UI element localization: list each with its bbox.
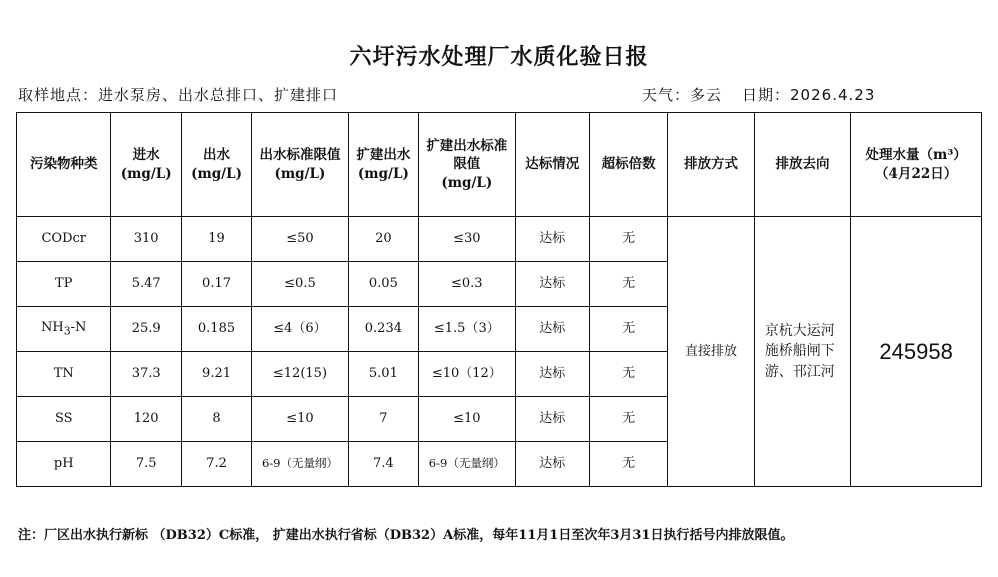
header-effluent-limit: 出水标准限值(mg/L) (252, 113, 349, 217)
header-treated-volume-label: 处理水量（m³） (865, 147, 967, 164)
ext-limit: ≤10 (419, 397, 516, 442)
header-ext-effluent (348, 113, 418, 217)
ext-limit: ≤1.5（3） (419, 307, 516, 352)
effluent-limit: ≤10 (252, 397, 349, 442)
header-effluent-unit: (mg/L) (191, 165, 242, 182)
influent-value: 5.47 (111, 262, 181, 307)
effluent-limit: ≤50 (252, 217, 349, 262)
effluent-limit: 6-9（无量纲） (252, 442, 349, 487)
effluent-value: 0.185 (181, 307, 251, 352)
footnote: 注：厂区出水执行新标 （DB32）C标准， 扩建出水执行省标（DB32）A标准，每年11月1日至次年3月31日执行括号内排放限值。 (18, 528, 794, 543)
header-ext-limit-label: 扩建出水标准限值 (426, 138, 508, 173)
compliance-status: 达标 (515, 262, 589, 307)
weather-date-line (642, 84, 875, 105)
pollutant-name: TN (17, 352, 111, 397)
effluent-value: 7.2 (181, 442, 251, 487)
effluent-value: 19 (181, 217, 251, 262)
influent-value: 310 (111, 217, 181, 262)
header-ext-limit (419, 113, 516, 217)
header-effluent (181, 113, 251, 217)
effluent-value: 0.17 (181, 262, 251, 307)
pollutant-name: SS (17, 397, 111, 442)
effluent-limit: ≤4（6） (252, 307, 349, 352)
influent-value: 37.3 (111, 352, 181, 397)
ext-effluent-value: 5.01 (348, 352, 418, 397)
effluent-value: 8 (181, 397, 251, 442)
pollutant-main: NH (41, 319, 64, 335)
table-row (17, 217, 982, 262)
influent-value: 25.9 (111, 307, 181, 352)
exceed-multiple: 无 (589, 217, 667, 262)
header-ext-effluent-unit: (mg/L) (357, 165, 409, 182)
report-date: 日期：2026.4.23 (742, 86, 876, 104)
effluent-limit: ≤12(15) (252, 352, 349, 397)
header-pollutant: 污染物种类 (17, 113, 111, 217)
effluent-limit: ≤0.5 (252, 262, 349, 307)
ext-effluent-value: 0.05 (348, 262, 418, 307)
pollutant-name (17, 307, 111, 352)
ext-effluent-value: 7.4 (348, 442, 418, 487)
ext-limit: ≤10（12） (419, 352, 516, 397)
header-ext-limit-unit: (mg/L) (441, 174, 493, 191)
header-ext-effluent-label: 扩建出水 (356, 147, 411, 164)
treated-volume: 245958 (851, 217, 982, 487)
exceed-multiple: 无 (589, 262, 667, 307)
pollutant-tail: -N (70, 319, 87, 335)
report-title: 六圩污水处理厂水质化验日报 (349, 44, 649, 70)
header-treated-volume-date: （4月22日） (875, 165, 958, 182)
ext-effluent-value: 20 (348, 217, 418, 262)
exceed-multiple: 无 (589, 352, 667, 397)
ext-effluent-value: 0.234 (348, 307, 418, 352)
header-influent-label: 进水 (132, 147, 160, 164)
header-row (17, 113, 982, 217)
compliance-status: 达标 (515, 442, 589, 487)
influent-value: 7.5 (111, 442, 181, 487)
ext-limit: 6-9（无量纲） (419, 442, 516, 487)
ext-limit: ≤0.3 (419, 262, 516, 307)
exceed-multiple: 无 (589, 307, 667, 352)
sampling-location: 取样地点：进水泵房、出水总排口、扩建排口 (18, 86, 339, 104)
ext-limit: ≤30 (419, 217, 516, 262)
header-discharge-destination: 排放去向 (754, 113, 851, 217)
exceed-multiple: 无 (589, 442, 667, 487)
pollutant-subscript: 3 (63, 324, 71, 338)
compliance-status: 达标 (515, 307, 589, 352)
effluent-value: 9.21 (181, 352, 251, 397)
header-influent-unit: (mg/L) (120, 165, 172, 182)
discharge-destination: 京杭大运河施桥船闸下游、邗江河 (754, 217, 851, 487)
ext-effluent-value: 7 (348, 397, 418, 442)
discharge-method: 直接排放 (668, 217, 754, 487)
water-quality-table (16, 112, 982, 487)
header-exceed-multiple: 超标倍数 (589, 113, 667, 217)
compliance-status: 达标 (515, 217, 589, 262)
pollutant-name: pH (17, 442, 111, 487)
compliance-status: 达标 (515, 397, 589, 442)
header-compliance: 达标情况 (515, 113, 589, 217)
pollutant-name: TP (17, 262, 111, 307)
header-effluent-label: 出水 (203, 147, 231, 164)
weather: 天气：多云 (642, 86, 723, 104)
header-influent (111, 113, 181, 217)
exceed-multiple: 无 (589, 397, 667, 442)
header-treated-volume (851, 113, 982, 217)
header-discharge-method: 排放方式 (668, 113, 754, 217)
compliance-status: 达标 (515, 352, 589, 397)
influent-value: 120 (111, 397, 181, 442)
pollutant-name: CODcr (17, 217, 111, 262)
